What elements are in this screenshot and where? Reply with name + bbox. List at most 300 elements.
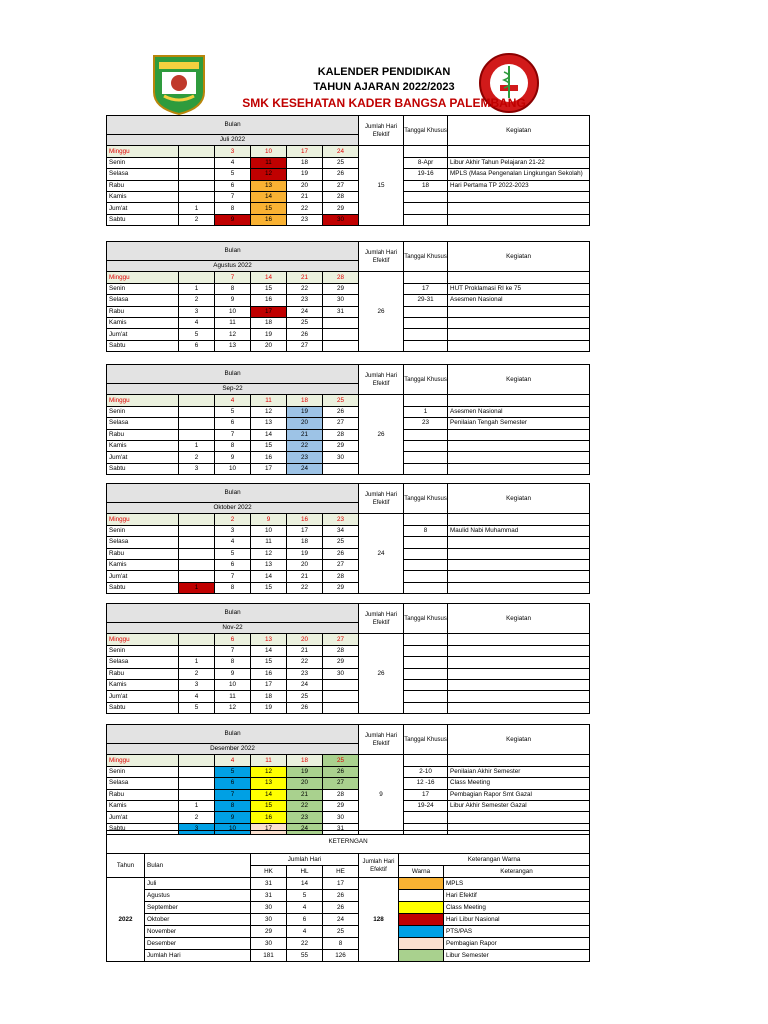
- special-date: [404, 645, 448, 656]
- date-cell: 7: [215, 571, 251, 582]
- day-label: Minggu: [107, 395, 179, 406]
- activity: [448, 463, 590, 474]
- activity: [448, 317, 590, 328]
- kegiatan-label: Kegiatan: [448, 604, 590, 634]
- date-cell: 6: [215, 418, 251, 429]
- date-cell: [179, 548, 215, 559]
- activity: [448, 537, 590, 548]
- date-cell: 20: [287, 180, 323, 191]
- legend-label: Class Meeting: [444, 902, 590, 914]
- date-cell: 13: [251, 778, 287, 789]
- activity: [448, 395, 590, 406]
- date-cell: 2: [179, 295, 215, 306]
- month-name: Juli 2022: [107, 135, 359, 146]
- date-cell: [179, 634, 215, 645]
- hl-value: 4: [287, 902, 323, 914]
- date-cell: [323, 329, 359, 340]
- year-cell: 2022: [107, 878, 145, 962]
- date-cell: 25: [323, 537, 359, 548]
- date-cell: 29: [323, 203, 359, 214]
- date-cell: 4: [179, 317, 215, 328]
- date-cell: [179, 272, 215, 283]
- day-label: Sabtu: [107, 340, 179, 351]
- date-cell: 2: [179, 452, 215, 463]
- date-cell: 20: [251, 340, 287, 351]
- day-label: Minggu: [107, 634, 179, 645]
- month-row-label: Agustus: [145, 890, 251, 902]
- date-cell: 25: [323, 395, 359, 406]
- he-value: 26: [323, 890, 359, 902]
- date-cell: 18: [287, 755, 323, 766]
- date-cell: 6: [179, 340, 215, 351]
- date-cell: 29: [323, 657, 359, 668]
- he-value: 8: [323, 938, 359, 950]
- date-cell: 19: [287, 406, 323, 417]
- special-date: [404, 429, 448, 440]
- date-cell: 27: [323, 180, 359, 191]
- he-value: 17: [323, 878, 359, 890]
- date-cell: 12: [251, 766, 287, 777]
- date-cell: 10: [215, 463, 251, 474]
- date-cell: 15: [251, 283, 287, 294]
- month-block: [106, 241, 589, 352]
- date-cell: 15: [251, 203, 287, 214]
- date-cell: 6: [215, 180, 251, 191]
- date-cell: 24: [287, 306, 323, 317]
- date-cell: 10: [251, 146, 287, 157]
- date-cell: 14: [251, 789, 287, 800]
- date-cell: 22: [287, 582, 323, 593]
- month-row-label: Desember: [145, 938, 251, 950]
- month-row-label: Jumlah Hari: [145, 950, 251, 962]
- month-name: Sep-22: [107, 384, 359, 395]
- date-cell: 5: [215, 406, 251, 417]
- date-cell: 3: [179, 463, 215, 474]
- date-cell: 25: [287, 691, 323, 702]
- date-cell: 26: [323, 406, 359, 417]
- activity: [448, 548, 590, 559]
- day-label: Kamis: [107, 440, 179, 451]
- month-block: [106, 603, 589, 714]
- day-label: Kamis: [107, 191, 179, 202]
- activity: Maulid Nabi Muhammad: [448, 525, 590, 536]
- tanggal-khusus-label: Tanggal Khusus: [404, 725, 448, 755]
- date-cell: 10: [215, 306, 251, 317]
- date-cell: 21: [287, 645, 323, 656]
- date-cell: 19: [251, 329, 287, 340]
- day-label: Minggu: [107, 755, 179, 766]
- date-cell: 11: [251, 395, 287, 406]
- activity: [448, 203, 590, 214]
- date-cell: 17: [251, 823, 287, 834]
- keterangan-title: KETERNGAN: [107, 831, 590, 854]
- date-cell: 24: [323, 146, 359, 157]
- activity: [448, 306, 590, 317]
- date-cell: 4: [215, 157, 251, 168]
- date-cell: 9: [215, 668, 251, 679]
- day-label: Kamis: [107, 679, 179, 690]
- legend-label: MPLS: [444, 878, 590, 890]
- he-header: HE: [323, 866, 359, 878]
- date-cell: 1: [179, 440, 215, 451]
- date-cell: 16: [287, 514, 323, 525]
- date-cell: 2: [179, 812, 215, 823]
- date-cell: 5: [215, 766, 251, 777]
- date-cell: 12: [215, 702, 251, 713]
- day-label: Sabtu: [107, 582, 179, 593]
- date-cell: 23: [287, 812, 323, 823]
- activity: [448, 645, 590, 656]
- day-label: Minggu: [107, 514, 179, 525]
- hk-header: HK: [251, 866, 287, 878]
- date-cell: 5: [215, 169, 251, 180]
- bulan-label: Bulan: [107, 116, 359, 135]
- day-label: Selasa: [107, 657, 179, 668]
- special-date: [404, 657, 448, 668]
- special-date: [404, 582, 448, 593]
- date-cell: 15: [251, 582, 287, 593]
- day-label: Minggu: [107, 272, 179, 283]
- special-date: [404, 514, 448, 525]
- date-cell: 14: [251, 191, 287, 202]
- jumlah-hari-efektif-label: Jumlah Hari Efektif: [359, 242, 404, 272]
- hk-value: 29: [251, 926, 287, 938]
- legend-label: Libur Semester: [444, 950, 590, 962]
- date-cell: 17: [287, 525, 323, 536]
- date-cell: 29: [323, 283, 359, 294]
- date-cell: 20: [287, 634, 323, 645]
- date-cell: 14: [251, 272, 287, 283]
- date-cell: 19: [287, 766, 323, 777]
- bulan-header: Bulan: [145, 854, 251, 878]
- tanggal-khusus-label: Tanggal Khusus: [404, 116, 448, 146]
- day-label: Rabu: [107, 548, 179, 559]
- date-cell: 15: [251, 800, 287, 811]
- kegiatan-label: Kegiatan: [448, 725, 590, 755]
- date-cell: 23: [287, 452, 323, 463]
- month-block: [106, 724, 589, 835]
- date-cell: 11: [251, 537, 287, 548]
- activity: [448, 668, 590, 679]
- day-label: Jum'at: [107, 329, 179, 340]
- date-cell: 3: [179, 679, 215, 690]
- hl-value: 6: [287, 914, 323, 926]
- legend-swatch: [399, 878, 444, 890]
- activity: Libur Akhir Semester Gazal: [448, 800, 590, 811]
- date-cell: [179, 395, 215, 406]
- activity: [448, 634, 590, 645]
- special-date: 8-Apr: [404, 157, 448, 168]
- activity: [448, 429, 590, 440]
- date-cell: 19: [287, 169, 323, 180]
- date-cell: 4: [215, 537, 251, 548]
- date-cell: 24: [287, 679, 323, 690]
- special-date: [404, 203, 448, 214]
- date-cell: 21: [287, 429, 323, 440]
- special-date: [404, 679, 448, 690]
- special-date: 12 -16: [404, 778, 448, 789]
- date-cell: [179, 559, 215, 570]
- date-cell: 1: [179, 283, 215, 294]
- month-name: Desember 2022: [107, 744, 359, 755]
- date-cell: [323, 702, 359, 713]
- date-cell: 16: [251, 812, 287, 823]
- date-cell: 11: [251, 157, 287, 168]
- special-date: 19-16: [404, 169, 448, 180]
- bulan-label: Bulan: [107, 242, 359, 261]
- date-cell: [179, 169, 215, 180]
- he-value: 26: [323, 902, 359, 914]
- special-date: 18: [404, 180, 448, 191]
- day-label: Sabtu: [107, 214, 179, 225]
- calendar-title: KALENDER PENDIDIKAN: [317, 66, 451, 78]
- day-label: Jum'at: [107, 452, 179, 463]
- special-date: [404, 755, 448, 766]
- date-cell: 29: [323, 800, 359, 811]
- special-date: [404, 812, 448, 823]
- activity: [448, 514, 590, 525]
- date-cell: 14: [251, 429, 287, 440]
- date-cell: 30: [323, 668, 359, 679]
- jumlah-hari-efektif-header: Jumlah Hari Efektif: [359, 854, 399, 878]
- date-cell: [179, 525, 215, 536]
- jumlah-hari-efektif-label: Jumlah Hari Efektif: [359, 484, 404, 514]
- date-cell: 19: [251, 702, 287, 713]
- date-cell: 1: [179, 800, 215, 811]
- special-date: [404, 146, 448, 157]
- date-cell: 11: [215, 317, 251, 328]
- date-cell: 21: [287, 571, 323, 582]
- date-cell: 10: [251, 525, 287, 536]
- day-label: Senin: [107, 766, 179, 777]
- month-row-label: September: [145, 902, 251, 914]
- date-cell: 20: [287, 778, 323, 789]
- date-cell: 2: [215, 514, 251, 525]
- date-cell: 12: [251, 169, 287, 180]
- special-date: [404, 214, 448, 225]
- date-cell: 16: [251, 452, 287, 463]
- date-cell: 13: [215, 340, 251, 351]
- date-cell: 20: [287, 418, 323, 429]
- date-cell: 21: [287, 191, 323, 202]
- keterangan-header: Keterangan: [444, 866, 590, 878]
- date-cell: 31: [323, 823, 359, 834]
- activity: Libur Akhir Tahun Pelajaran 21-22: [448, 157, 590, 168]
- date-cell: 23: [287, 668, 323, 679]
- date-cell: 9: [215, 812, 251, 823]
- summary-section: [106, 830, 589, 962]
- date-cell: [179, 778, 215, 789]
- special-date: 17: [404, 283, 448, 294]
- date-cell: 13: [251, 634, 287, 645]
- date-cell: [179, 571, 215, 582]
- date-cell: 22: [287, 440, 323, 451]
- date-cell: 31: [323, 306, 359, 317]
- date-cell: 5: [179, 329, 215, 340]
- total-effective-days: 128: [359, 878, 399, 962]
- date-cell: [179, 180, 215, 191]
- date-cell: 18: [251, 317, 287, 328]
- date-cell: 8: [215, 582, 251, 593]
- date-cell: [323, 679, 359, 690]
- date-cell: 13: [251, 418, 287, 429]
- date-cell: [179, 429, 215, 440]
- effective-days-value: 15: [359, 146, 404, 226]
- day-label: Selasa: [107, 169, 179, 180]
- date-cell: 11: [215, 691, 251, 702]
- hk-value: 30: [251, 938, 287, 950]
- date-cell: 4: [215, 755, 251, 766]
- date-cell: 5: [215, 548, 251, 559]
- effective-days-value: 9: [359, 755, 404, 835]
- day-label: Jum'at: [107, 571, 179, 582]
- date-cell: 6: [215, 634, 251, 645]
- date-cell: 10: [215, 823, 251, 834]
- date-cell: 16: [251, 295, 287, 306]
- month-block: [106, 483, 589, 594]
- date-cell: 20: [287, 559, 323, 570]
- special-date: 8: [404, 525, 448, 536]
- date-cell: [179, 766, 215, 777]
- date-cell: [323, 463, 359, 474]
- legend-swatch: [399, 926, 444, 938]
- activity: [448, 755, 590, 766]
- hl-value: 22: [287, 938, 323, 950]
- date-cell: [323, 317, 359, 328]
- tanggal-khusus-label: Tanggal Khusus: [404, 484, 448, 514]
- special-date: [404, 668, 448, 679]
- effective-days-value: 24: [359, 514, 404, 594]
- special-date: [404, 691, 448, 702]
- day-label: Rabu: [107, 180, 179, 191]
- day-label: Senin: [107, 406, 179, 417]
- jumlah-hari-efektif-label: Jumlah Hari Efektif: [359, 365, 404, 395]
- date-cell: 28: [323, 571, 359, 582]
- day-label: Sabtu: [107, 702, 179, 713]
- activity: Asesmen Nasional: [448, 406, 590, 417]
- date-cell: 23: [287, 295, 323, 306]
- date-cell: 28: [323, 645, 359, 656]
- date-cell: 8: [215, 203, 251, 214]
- date-cell: 18: [251, 691, 287, 702]
- hk-value: 30: [251, 902, 287, 914]
- date-cell: 21: [287, 789, 323, 800]
- date-cell: [179, 146, 215, 157]
- date-cell: 3: [215, 525, 251, 536]
- date-cell: 21: [287, 272, 323, 283]
- date-cell: 11: [251, 755, 287, 766]
- day-label: Rabu: [107, 306, 179, 317]
- date-cell: 9: [215, 214, 251, 225]
- date-cell: 5: [179, 702, 215, 713]
- month-name: Agustus 2022: [107, 261, 359, 272]
- special-date: [404, 317, 448, 328]
- date-cell: 12: [251, 406, 287, 417]
- hk-value: 181: [251, 950, 287, 962]
- date-cell: 30: [323, 295, 359, 306]
- day-label: Selasa: [107, 418, 179, 429]
- date-cell: 22: [287, 203, 323, 214]
- bulan-label: Bulan: [107, 484, 359, 503]
- date-cell: 22: [287, 800, 323, 811]
- day-label: Sabtu: [107, 823, 179, 834]
- keterangan-warna-header: Keterangan Warna: [399, 854, 590, 866]
- date-cell: 8: [215, 283, 251, 294]
- date-cell: 2: [179, 214, 215, 225]
- hk-value: 31: [251, 878, 287, 890]
- date-cell: [179, 537, 215, 548]
- tanggal-khusus-label: Tanggal Khusus: [404, 242, 448, 272]
- he-value: 126: [323, 950, 359, 962]
- special-date: [404, 329, 448, 340]
- special-date: 29-31: [404, 295, 448, 306]
- jumlah-hari-header: Jumlah Hari: [251, 854, 359, 866]
- activity: [448, 146, 590, 157]
- special-date: [404, 571, 448, 582]
- date-cell: 27: [323, 418, 359, 429]
- school-name-title: SMK KESEHATAN KADER BANGSA PALEMBANG: [242, 96, 526, 110]
- date-cell: 28: [323, 429, 359, 440]
- date-cell: 28: [323, 272, 359, 283]
- date-cell: 18: [287, 157, 323, 168]
- legend-swatch: [399, 938, 444, 950]
- day-label: Rabu: [107, 429, 179, 440]
- date-cell: 12: [215, 329, 251, 340]
- date-cell: 29: [323, 582, 359, 593]
- activity: [448, 679, 590, 690]
- date-cell: 15: [251, 657, 287, 668]
- hk-value: 30: [251, 914, 287, 926]
- activity: Penilaian Tengah Semester: [448, 418, 590, 429]
- date-cell: 25: [323, 755, 359, 766]
- date-cell: 13: [251, 180, 287, 191]
- activity: [448, 559, 590, 570]
- month-row-label: Oktober: [145, 914, 251, 926]
- special-date: 17: [404, 789, 448, 800]
- date-cell: 28: [323, 789, 359, 800]
- date-cell: 15: [251, 440, 287, 451]
- date-cell: 2: [179, 668, 215, 679]
- day-label: Selasa: [107, 778, 179, 789]
- legend-swatch: [399, 950, 444, 962]
- date-cell: 1: [179, 657, 215, 668]
- date-cell: 29: [323, 440, 359, 451]
- academic-year-title: TAHUN AJARAN 2022/2023: [313, 81, 455, 93]
- date-cell: 34: [323, 525, 359, 536]
- day-label: Jum'at: [107, 812, 179, 823]
- date-cell: 10: [215, 679, 251, 690]
- date-cell: 1: [179, 582, 215, 593]
- date-cell: 13: [251, 559, 287, 570]
- date-cell: 4: [179, 691, 215, 702]
- date-cell: [323, 340, 359, 351]
- special-date: [404, 306, 448, 317]
- date-cell: 3: [215, 146, 251, 157]
- bulan-label: Bulan: [107, 725, 359, 744]
- date-cell: 14: [251, 645, 287, 656]
- activity: [448, 272, 590, 283]
- day-label: Rabu: [107, 668, 179, 679]
- date-cell: 17: [251, 463, 287, 474]
- special-date: [404, 537, 448, 548]
- date-cell: 25: [287, 317, 323, 328]
- month-block: [106, 115, 589, 226]
- tanggal-khusus-label: Tanggal Khusus: [404, 365, 448, 395]
- hl-value: 55: [287, 950, 323, 962]
- activity: [448, 702, 590, 713]
- tanggal-khusus-label: Tanggal Khusus: [404, 604, 448, 634]
- special-date: 2-10: [404, 766, 448, 777]
